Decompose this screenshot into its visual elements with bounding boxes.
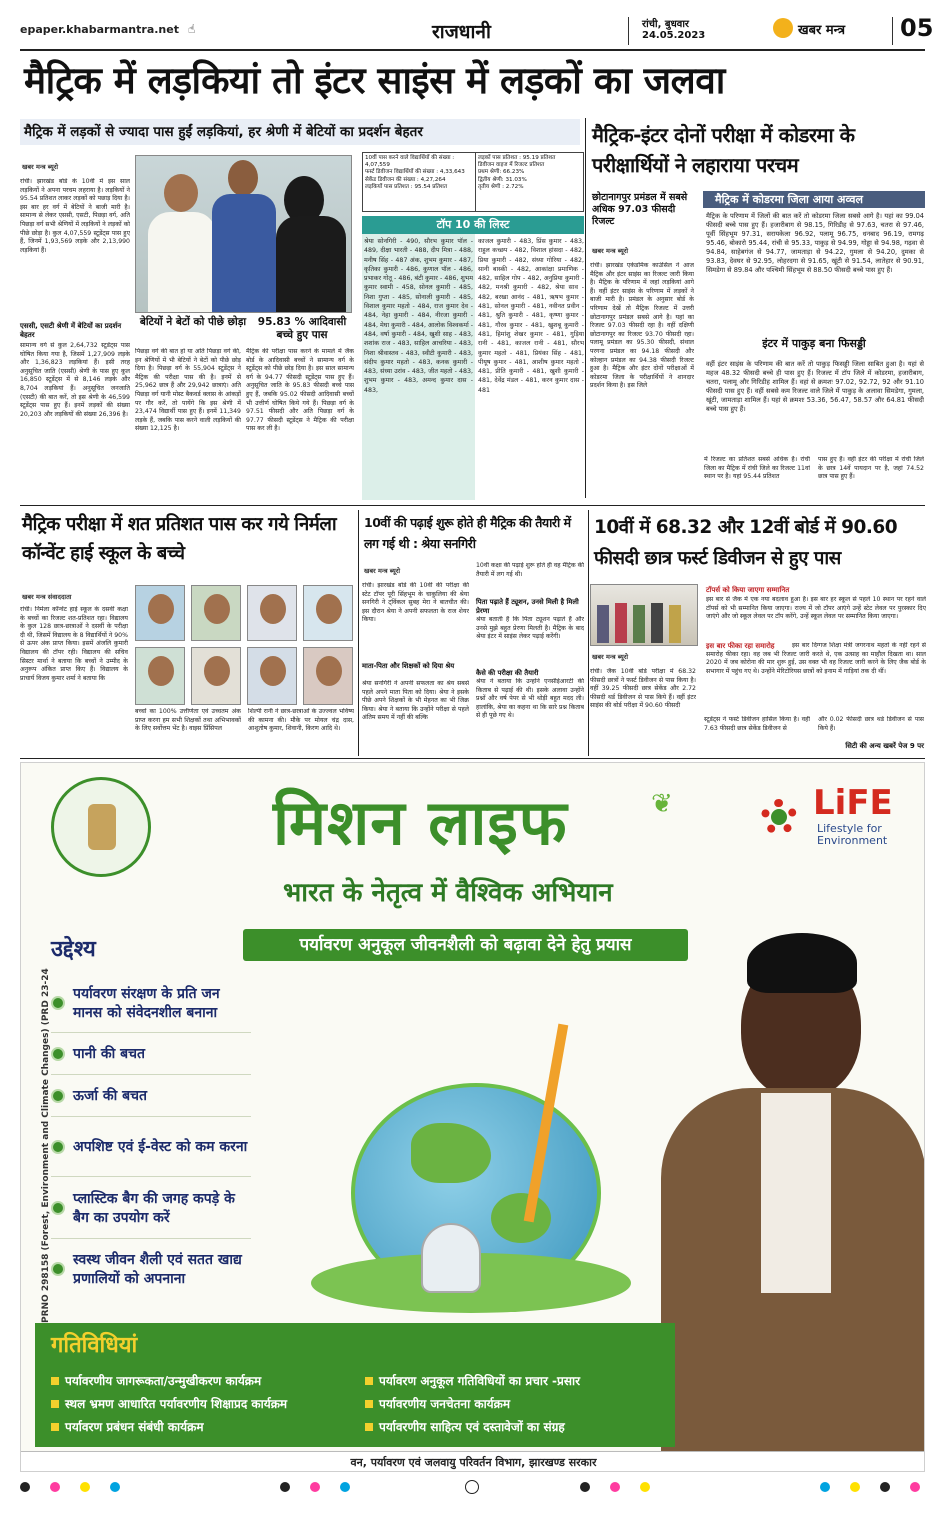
earth-illustration [291, 1013, 651, 1333]
kodarma-byline: खबर मन्त्र ब्यूरो [592, 247, 629, 255]
top10-col2: काजल कुमारी - 483, प्रिंस कुमार - 483, राहुल कच्छप - 482, विशाल हांसदा - 482, प्रिया कुमारी - 482, संध्या गोरिया - 482, सानी बास्की - 482, आकांक्षा प्रमाणिक - 482, साहिल गोप - 482, अनुप्रिया कुमारी - 482, मनश्री कुमारी - 482, श्रेया साव - 482, बरखा आनंद - 481, ऋषभ कुमार - 481, सोनल कुमारी - 481, नवीनत प्रवीन - 481, श्रुति कुमारी - 481, कृष्णा कुमार - 481, गौरव कुमार - 481, खुशबू कुमारी - 481, हिमांशु शेखर कुमार - 481, गुड़िया रानी - 481, काजल रानी - 481, सौरभ कुमार महतो - 481, प्रियंका सिंह - 481, पीयूष कुमार - 481, आशीष कुमार महतो - 481, प्रीति कुमारी - 481, खुशी कुमारी - 481, देवेंद्र मंडल - 481, करन कुमार दास - 481 [478, 238, 584, 394]
lead-headline: मैट्रिक में लड़कियां तो इंटर साइंस में लड़कों का जलवा [24, 59, 725, 102]
activity-item: पर्यावरणीय जनचेतना कार्यक्रम [365, 1392, 665, 1415]
activity-item: पर्यावरण अनुकूल गतिविधियों का प्रचार -प्रसार [365, 1369, 665, 1392]
city-col2: स्टूडेंट्स ने फर्स्ट डिवीजन हासिल किया है। वहीं 7.63 फीसदी छात्र सेकेंड डिवीजन से [704, 716, 810, 732]
shreya-col1b: श्रेया सनगिरी ने अपनी सफलता का श्रेय सबसे पहले अपने माता पिता को दिया। श्रेया ने इसके पीछे अपने शिक्षकों के भी मेहनत का भी जिक्र किया। श्रेया ने बताया कि उन्होंने परीक्षा से पहले अंतिम समय में नहीं की बल्कि [362, 680, 469, 722]
goal-item: स्वस्थ जीवन शैली एवं सतत खाद्य प्रणालियों को अपनाना [51, 1239, 251, 1299]
stat-right-1: डिवीजन वाइज में रिजल्ट प्रतिशत [478, 162, 545, 169]
activity-item: पर्यावरण प्रबंधन संबंधी कार्यक्रम [51, 1415, 351, 1438]
registration-marks [20, 1478, 925, 1498]
ad-ribbon: पर्यावरण अनुकूल जीवनशैली को बढ़ावा देने हेतु प्रयास [243, 929, 688, 961]
nirmala-byline: खबर मन्त्र संवाददाता [22, 593, 72, 601]
activities-title: गतिविधियां [51, 1333, 138, 1358]
city-col3: और 0.02 फीसदी छात्र थर्ड डिवीजन से पास किये हैं। [818, 716, 924, 732]
kodarma-col1: रांची। झारखंड एकेडमिक काउंसिल ने आज मैट्रिक और इंटर साइंस का रिजल्ट जारी किया है। मैट्रिक के परिणाम में जहां लड़कियां आगे हैं। वहीं इंटर साइंस के परिणाम में लड़कों ने बाजी मारी है। प्रमंडल के अनुसार बोर्ड के परिणाम देखें तो मैट्रिक रिजल्ट में उत्तरी छोटानागपुर प्रमंडल सबसे आगे है। यहां का रिजल्ट 97.03 फीसदी रहा है। वहीं दक्षिणी छोटानागपुर का रिजल्ट 93.70 फीसदी रहा। पलामू प्रमंडल का 95.30 फीसदी, संथाल परगना प्रमंडल का 94.18 फीसदी और कोल्हान प्रमंडल का 94.38 फीसदी रिजल्ट हुआ है। मैट्रिक और इंटर दोनों परीक्षाओं में कोडरमा जिला के परीक्षार्थियों ने शानदार प्रदर्शन किया है। इस जिले [590, 262, 694, 390]
stat-left-2: सेकेंड डिवीजन की संख्या : 4,27,264 [365, 176, 446, 183]
stat-right-2: प्रथम श्रेणी: 66.23% [478, 169, 525, 176]
ad-subtitle: भारत के नेतृत्व में वैश्विक अभियान [283, 878, 613, 908]
kodarma-headline: मैट्रिक-इंटर दोनों परीक्षा में कोडरमा के परीक्षार्थियों ने लहाराया परचम [592, 123, 855, 177]
shreya-headline: 10वीं की पढ़ाई शुरू होते ही मैट्रिक की तैयारी में लग गई थी : श्रेया सनगिरी [364, 515, 571, 551]
section-title: राजधानी [432, 21, 491, 43]
activities-panel [35, 1323, 675, 1447]
city-day: रांची, बुधवार [642, 19, 690, 30]
city-box-heading-2: इस बार फीका रहा समारोह [706, 642, 775, 650]
site-url[interactable]: epaper.khabarmantra.net [20, 23, 179, 36]
lead-col1: रांची। झारखंड बोर्ड के 10वीं में इस साल लड़कियों ने अपना परचम लहराया है। लड़कियों ने 95.54 प्रतिशत लाकर लड़कों को पछाड़ दिया है। इस बार हर वर्ग में बेटियों ने बाजी मारी है। सामान्य से लेकर एससी, एसटी, पिछड़ा वर्ग, अति पिछड़ा वर्ग सभी श्रेणियों में लड़कियों ने लड़कों को पीछे छोड़ा है। कुल 4,07,559 स्टूडेंट्स पास हुए हैं, जिनमें 1,93,569 लड़के और 2,13,990 लड़कियां हैं। [20, 178, 130, 254]
globe-icon [51, 996, 65, 1010]
minister-photo [661, 913, 925, 1453]
stat-left-0: 10वीं पास करने वाले विद्यार्थियों की संख्या : 4,07,559 [365, 155, 455, 169]
life-logo-text: LiFE [813, 783, 893, 823]
globe-icon [51, 1140, 65, 1154]
shreya-col1-heading: माता-पिता और शिक्षकों को दिया श्रेय [362, 662, 455, 670]
brand-name: खबर मन्त्र [798, 23, 846, 38]
stat-left-3: लड़कियों पास प्रतिशत : 95.54 प्रतिशत [365, 183, 448, 190]
kodarma-col-b2: पास हुए हैं। वहीं इंटर की परीक्षा में रांची जिले के छात्र 14वें पायदान पर है, जहां 74.52 छात्र पास हुए हैं। [818, 456, 924, 481]
top10-title: टॉप 10 की लिस्ट [362, 216, 584, 234]
life-logo-icon [751, 789, 807, 831]
kodarma-box2-title: इंटर में पाकुड़ बना फिसड्डी [762, 337, 866, 350]
shreya-col2: 10वीं कक्षा की पढ़ाई शुरू होते ही वह मैट्रिक की तैयारी में लग गई थी। [476, 562, 584, 578]
goals-title: उद्देश्य [51, 937, 96, 962]
jharkhand-emblem-icon [51, 777, 151, 877]
nirmala-col2: बच्चों का 100% उत्तीर्णता एवं उच्चतम अंक प्राप्त करना हम सभी शिक्षकों तथा अभिभावकों के लिए सर्वोत्तम भेंट है। वाइस प्रिंसिपल [135, 708, 241, 733]
goal-item: ऊर्जा की बचत [51, 1075, 251, 1117]
life-tagline: Lifestyle for Environment [817, 822, 888, 847]
stat-left-1: फर्स्ट डिवीजन विद्यार्थियों की संख्या : 4,33,643 [365, 169, 465, 176]
stat-right-0: लड़कों पास प्रतिशत : 95.19 प्रतिशत [478, 155, 556, 161]
shreya-col2-heading-2: कैसे की परीक्षा की तैयारी [476, 669, 539, 677]
stat-right-4: तृतीय श्रेणी : 2.72% [478, 183, 524, 190]
activity-item: स्थल भ्रमण आधारित पर्यावरणीय शिक्षाप्रद कार्यक्रम [51, 1392, 351, 1415]
goal-item: पर्यावरण संरक्षण के प्रति जन मानस को संवेदनशील बनाना [51, 973, 251, 1033]
lead-col2: पिछड़ा वर्ग की बात हो या अति पिछड़ा वर्ग की, इन श्रेणियों में भी बेटियों ने बेटों को पीछे छोड़ दिया है। पिछड़ा वर्ग के 55,904 स्टूडेंट्स ने मैट्रिक की परीक्षा पास की है। इनमें से 25,962 छात्र हैं और 29,942 छात्राएं। अति पिछड़ा वर्ग यानी मोस्ट बैकवर्ड क्लास के आंकड़ों पर गौर करें, तो पायेंगे कि इस श्रेणी में 23,474 विद्यार्थी पास हुए हैं। इनमें 11,349 लड़के हैं, जबकि पास करने वाली लड़कियों की संख्या 12,125 है। [135, 348, 241, 433]
ad-footer: वन, पर्यावरण एवं जलवायु परिवर्तन विभाग, झारखण्ड सरकार [21, 1451, 925, 1472]
city-photo [590, 584, 698, 646]
globe-icon [51, 1089, 65, 1103]
city-byline: खबर मन्त्र ब्यूरो [592, 653, 629, 661]
stats-box [362, 152, 584, 212]
mission-life-ad [20, 762, 925, 1472]
activity-item: पर्यावरणीय जागरूकता/उन्मुखीकरण कार्यक्रम [51, 1369, 351, 1392]
page-number: 05 [900, 14, 934, 42]
lead-subheadline: मैट्रिक में लड़कों से ज्यादा पास हुईं लड़कियां, हर श्रेणी में बेटियों का प्रदर्शन बेहतर [20, 119, 580, 145]
city-box-heading-1: टॉपर्स को किया जाएगा सम्मानित [706, 586, 790, 594]
shreya-col1: रांची। झारखंड बोर्ड की 10वीं की परीक्षा की स्टेट टॉपर पूरी सिंहभूम के चाकुलिया की श्रेया सनगिरी ने ट्विंकल सुबह मेरा ने बातचीत की। इस दौरान श्रेया ने अपनी सफलता के राज शेयर किया। [362, 582, 469, 624]
cursor-icon: ☝ [188, 22, 196, 36]
students-photo-grid [135, 585, 353, 705]
nirmala-col3: शिल्पी रानी ने छात्र-छात्राओं के उज्ज्वल भविष्य की कामना की। मौके पर मोयल चंद्र दास, आशुतोष कुमार, शिवानी, किरण आदि थे। [248, 708, 354, 733]
kodarma-col-b1: में रिजल्ट का प्रतिशत सबसे अधिक है। रांची जिला का मैट्रिक में रांची जिले का रिजल्ट 11वां स्थान पर है। यहां 95.44 प्रतिशत [704, 456, 810, 481]
goals-list [51, 973, 251, 1299]
globe-icon [51, 1201, 65, 1215]
goal-item: अपशिष्ट एवं ई-वेस्ट को कम करना [51, 1117, 251, 1177]
kodarma-box1-title: मैट्रिक में कोडरमा जिला आया अव्वल [703, 191, 925, 208]
brand-logo-icon [773, 18, 793, 38]
city-box-2: इस बार दिग्गज शिक्षा मंत्री जगरनाथ महतो के नहीं रहने से समारोह फीका रहा। वह जब भी रिजल्ट जारी करते थे, एक उत्साह का माहौल दिखता था। साल 2020 में जब कोरोना की मार शुरू हुई, उस वक्त भी वह रिजल्ट जारी करने के लिए जैक बोर्ड के सभागार में पहुंच गए थे। उन्होंने मेरिटोरियस छात्रों को इनाम में गाड़ियां तक दी थीं। [706, 642, 926, 675]
lead-byline: खबर मन्त्र ब्यूरो [22, 163, 59, 171]
city-box-1: इस बार से जैक में एक नया बदलाव हुआ है। इस बार हर स्कूल से पहले 10 स्थान पर रहने वाले टॉपर्स को भी सम्मानित किया जाएगा। राज्य में जो टॉपर आएंगे उन्हें स्टेट लेवल पर पुरस्कार दिए जाएंगे और जो स्कूल लेवल पर टॉप करेंगे, उन्हें स्कूल लेवल पर सम्मानित किया जाएगा। [706, 596, 926, 621]
activity-item: पर्यावरणीय साहित्य एवं दस्तावेजों का संग्रह [365, 1415, 665, 1438]
lead-col1-heading: एससी, एसटी श्रेणी में बेटियों का प्रदर्शन बेहतर [20, 322, 122, 339]
city-more-link[interactable]: सिटी की अन्य खबरें पेज 9 पर [845, 742, 924, 750]
leaf-icon: ❦ [651, 789, 673, 819]
shreya-byline: खबर मन्त्र ब्यूरो [364, 567, 401, 575]
top10-col1: श्रेया सोनगिरी - 490, सौरभ कुमार पॉल - 489, दीक्षा भारती - 488, दीप मित्रा - 488, मनीष सिंह - 487 अंक, शुभम कुमार - 487, कृतिका कुमारी - 486, कुणाल पॉल - 486, प्रभाकर गोतू - 486, बंटी कुमार - 486, शुभम कुमार स्वामी - 458, सोनल कुमारी - 485, निशा गुप्ता - 485, सोनाली कुमारी - 485, विशाल कुमार महतो - 484, राज कुमार देव - 484, नेहा कुमारी - 484, नीरजा कुमारी - 484, मेघा कुमारी - 484, आलोक विश्वकर्मा - 484, वर्षा कुमारी - 484, खुशी साह - 483, शशांक राज - 483, साहिल आचरिया - 483, निशा श्रीवास्तव - 483, स्वीटी कुमारी - 483, संदीप कुमार महतो - 483, कनक कुमारी - 483, संध्या उरांव - 483, जीत महतो - 483, शुभम कुमार - 483, अमन्द कुमार दास - 483, [364, 238, 473, 394]
nirmala-col1: रांची। निर्मला कॉन्वेंट हाई स्कूल के दसवीं कक्षा के बच्चों का रिजल्ट शत-प्रतिशत रहा। विद्यालय के कुल 128 छात्र-छात्राओं ने दसवीं के परीक्षा दी थी, जिसमें विद्यालय के 8 विद्यार्थियों ने 90% से ऊपर अंक प्राप्त किया। इसमें अंजलि कुमारी विद्यालय की टॉपर रही। विद्यालय की सचिव सिस्टर मार्था ने बताया कि बच्चों ने उम्मीद के अनुरूप अंकित प्राप्त किए हैं। विद्यालय के प्राचार्य विजय कुमार शर्मा ने बताया कि [20, 606, 128, 682]
globe-icon [51, 1262, 65, 1276]
kodarma-box1: मैट्रिक के परिणाम में जिलों की बात करें तो कोडरमा जिला सबसे आगे है। यहां का 99.04 फीसदी बच्चे पास हुए हैं। हजारीबाग से 98.15, गिरिडीह से 97.63, चतरा से 97.46, पूर्वी सिंहभूम 97.31, सरायकेला 96.92, पलामू 96.75, धनबाद 96.19, रामगढ़ 95.46, बोकारो 95.44, रांची से 95.33, पाकुड़ से 94.99, गोड्डा से 94.98, गढ़वा से 94.84, साहेबगंज से 94.77, जामताड़ा से 94.22, गुमला से 94.20, दुमका से 93.83, देवघर से 92.95, लोहरदगा से 91.65, खूंटी से 91.54, लातेहार से 90.91, सिमडेगा से 89.84 और पश्चिमी सिंहभूम से 88.50 फीसदी बच्चे पास हुए हैं। [706, 212, 924, 274]
stat-right-3: द्वितीय श्रेणी: 31.03% [478, 176, 527, 183]
goal-item: पानी की बचत [51, 1033, 251, 1075]
photo-caption-1: बेटियों ने बेटों को पीछे छोड़ा [139, 316, 247, 328]
globe-icon [51, 1047, 65, 1061]
nirmala-headline: मैट्रिक परीक्षा में शत प्रतिशत पास कर गये निर्मला कॉन्वेंट हाई स्कूल के बच्चे [22, 514, 337, 564]
city-headline: 10वीं में 68.32 और 12वीं बोर्ड में 90.60 फीसदी छात्र फर्स्ट डिवीजन से हुए पास [594, 517, 898, 569]
kodarma-box2: वहीं इंटर साइंस के परिणाम की बात करें तो पाकुड़ फिसड्डी जिला साबित हुआ है। यहां से महज 48.32 फीसदी बच्चे ही पास हुए हैं। रिजल्ट में टॉप जिले में कोडरमा, हजारीबाग, चतरा, पलामू और गिरिडीह शामिल हैं। वहां से क्रमशः 97.02, 92.72, 92 और 91.10 फीसदी पास हुए हैं। वहीं सबसे कम रिजल्ट वाले जिले में पाकुड़ के अलावा सिमडेगा, गुमला, खूंटी, जामताड़ा शामिल हैं। यहां से क्रमशः 53.36, 56.47, 58.57 और 64.81 फीसदी बच्चे पास हुए हैं। [706, 360, 924, 413]
photo-caption-2: 95.83 % आदिवासी बच्चे हुए पास [257, 316, 347, 341]
goal-item: प्लास्टिक बैग की जगह कपड़े के बैग का उपयोग करें [51, 1177, 251, 1239]
lead-col3: मैट्रिक की परीक्षा पास करने के मामले में जैक बोर्ड के आदिवासी बच्चों ने सामान्य वर्ग के स्टूडेंट्स को पीछे छोड़ दिया है। इस साल सामान्य वर्ग के 94.77 फीसदी स्टूडेंट्स पास हुए हैं। अनुसूचित जाति के 95.83 फीसदी बच्चे पास हुए हैं, जबकि 95.02 फीसदी आदिवासी बच्चों भी उत्तीर्ण घोषित किये गये हैं। पिछड़ा वर्ग के 97.51 फीसदी और अति पिछड़ा वर्ग के 97.77 फीसदी स्टूडेंट्स ने मैट्रिक की परीक्षा पास कर ली है। [246, 348, 354, 433]
issue-date: 24.05.2023 [642, 30, 706, 41]
masthead [20, 14, 934, 48]
city-col1: रांची। जैक 10वीं बोर्ड परीक्षा में 68.32 फीसदी छात्रों ने फर्स्ट डिवीजन से पास किया है। वहीं 39.25 फीसदी छात्र सेकेंड और 2.72 फीसदी थर्ड डिवीजन से पास किये हैं। वहीं इंटर साइंस की बोर्ड परीक्षा में 90.60 फीसदी [590, 668, 696, 710]
shreya-col2c: श्रेया ने बताया कि उन्होंने एनसीईआरटी की किताब से पढ़ाई की थी। इसके अलावा उन्होंने प्रश्नों और वर्ष पेपर से भी थोड़ी बहुत मदद ली। हालांकि, श्रेया का कहना था कि सारे प्रश्न किताब से ही पूछे गए थे। [476, 678, 584, 720]
shreya-col2b: श्रेया बताती हैं कि पिता ट्यूशन पढ़ाते हैं और उनसे मुझे बहुत प्रेरणा मिलती है। मैट्रिक के बाद श्रेया इंटर में साइंस लेकर पढ़ाई करेंगी। [476, 616, 584, 641]
kodarma-intro: छोटानागपुर प्रमंडल में सबसे अधिक 97.03 फीसदी रिजल्ट [592, 192, 688, 227]
prno-side-text: PRNO 298158 (Forest, Environment and Climate Changes) (PRD 23-24 [41, 968, 51, 1323]
lead-col1b: सामान्य वर्ग से कुल 2,64,732 स्टूडेंट्स पास घोषित किया गया है, जिसमें 1,27,909 लड़के और 1,36,823 लड़कियां हैं। इसी तरह अनुसूचित जाति (एससी) श्रेणी के पास हुए कुल 16,850 स्टूडेंट्स में से 8,146 लड़के और 8,704 लड़कियां हैं। अनुसूचित जनजाति (एसटी) की बात करें, तो इस श्रेणी के 46,599 स्टूडेंट्स पास हुए हैं। इनमें लड़कों की संख्या 20,203 और लड़कियों की संख्या 26,396 है। [20, 342, 130, 418]
shreya-col2-heading: पिता पढ़ाते हैं ट्यूशन, उनसे मिली है मिली प्रेरणा [476, 598, 579, 615]
ad-title: मिशन लाइफ [273, 786, 568, 859]
girls-photo [135, 155, 352, 313]
